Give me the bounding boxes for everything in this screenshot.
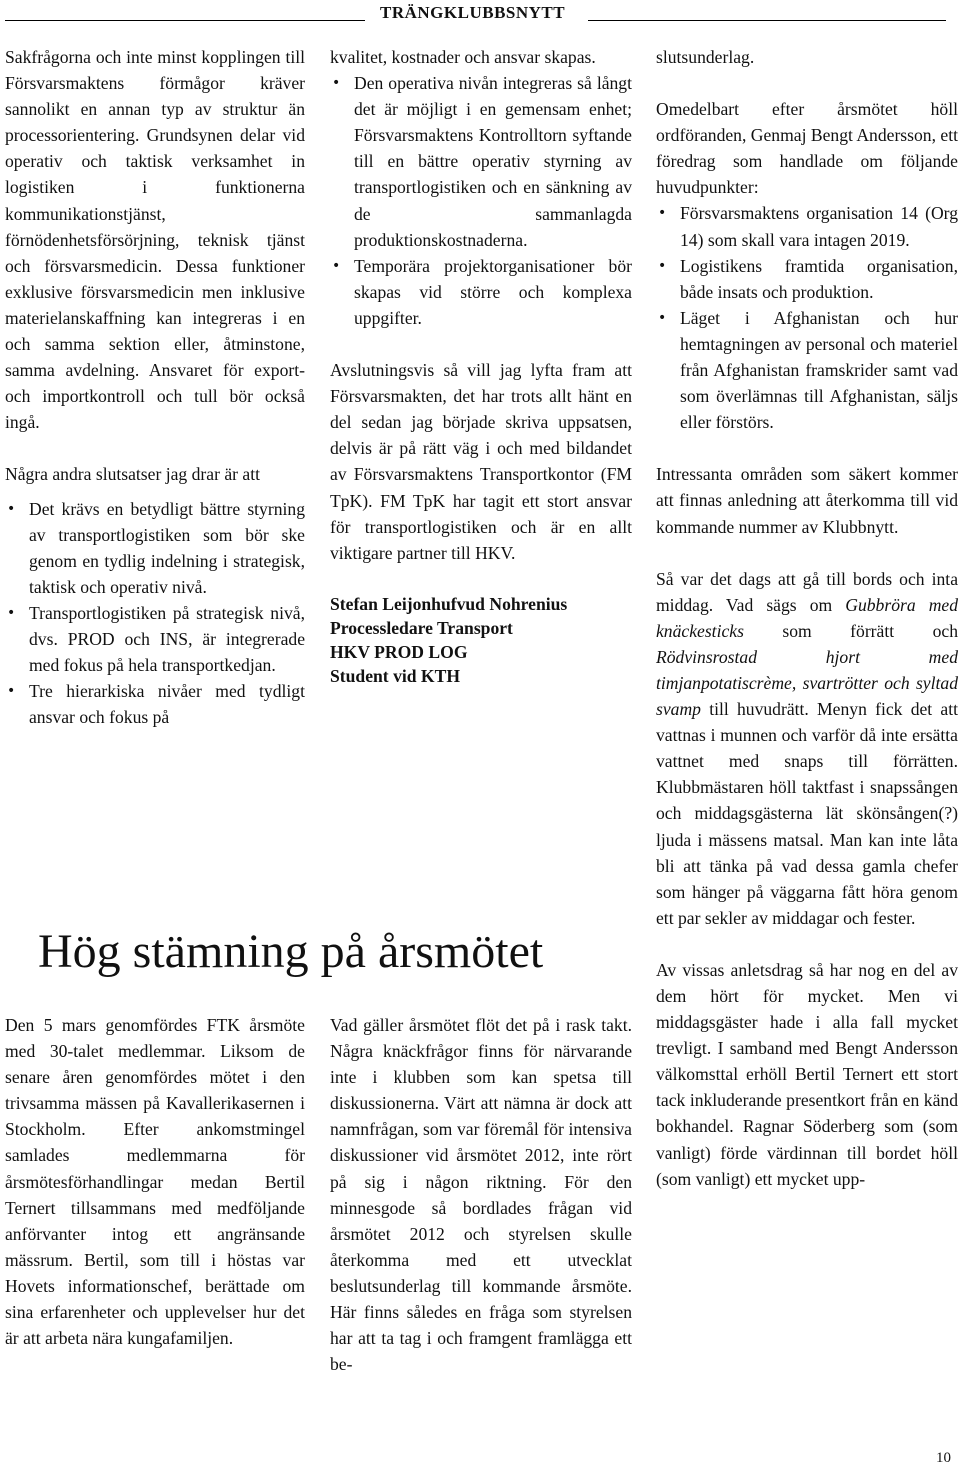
list-item: • Tre hierarkiska nivåer med tydligt ansvar och fokus på — [5, 678, 305, 730]
list-item: • Läget i Afghanistan och hur hemtagningen av personal och materiel från Afghanistan framskrider samt vad som överlämnas till Afghanistan, säljs eller förstörs. — [656, 305, 958, 435]
page-header — [0, 0, 960, 30]
author-signature — [330, 592, 632, 688]
paragraph: slutsunderlag. — [656, 47, 755, 67]
page-number: 10 — [936, 1450, 951, 1466]
paragraph — [656, 566, 958, 931]
paragraph: Den 5 mars genomfördes FTK årsmöte med 30-talet medlemmar. Liksom de senare åren genomfördes mötet i den trivsamma mässen på Kavallerikasernen i Stockholm. Efter ankomstmingel samlades medlemmarna för årsmötesförhandlingar medan Bertil Ternert tillsammans med medföljande anförvanter intog ett angränsande mässrum. Bertil, som till i höstas var Hovets informationschef, berättade om sina erfarenheter och upplevelser hur det är att arbeta nära kungafamiljen. — [5, 1015, 305, 1349]
paragraph: Intressanta områden som säkert kommer att finnas anledning att återkomma till vid kommande nummer av Klubbnytt. — [656, 464, 958, 537]
bullet-list — [330, 70, 632, 331]
list-item: • Försvarsmaktens organisation 14 (Org 14) som skall vara intagen 2019. — [656, 200, 958, 252]
list-item: • Logistikens framtida organisation, både insats och produktion. — [656, 253, 958, 305]
text-run: Så var det dags att gå till bords och inta middag. Vad sägs om — [656, 568, 958, 615]
bullet-list — [656, 200, 958, 435]
list-item: • Den operativa nivån integreras så långt det är möjligt i en gemensam enhet; Försvarsmaktens Kontrolltorn syftande till en bättre operativ styrning av transportlogistiken och en sänkning av de sammanlagda produktionskostnaderna. — [330, 70, 632, 253]
paragraph: Vad gäller årsmötet flöt det på i rask takt. Några knäckfrågor finns för närvarande inte i klubben som kan spetsa till diskussionerna. Värt att nämna är dock att namnfrågan, som var föremål för intensiva diskussioner vid årsmötet 2012, inte rört på sig i någon riktning. För den minnesgode så bordlades frågan vid årsmötet 2012 och styrelsen skulle återkomma med ett utvecklat beslutsunderlag till kommande årsmöte. Här finns således en fråga som styrelsen har att ta tag i och framgent framlägga ett be- — [330, 1015, 632, 1375]
paragraph: kvalitet, kostnader och ansvar skapas. — [330, 47, 596, 67]
author-name: Stefan Leijonhufvud Nohrenius — [330, 593, 568, 614]
paragraph: Några andra slutsatser jag drar är att — [5, 464, 260, 485]
column-1 — [5, 44, 305, 756]
author-student: Student vid KTH — [330, 665, 461, 686]
article-column-1 — [5, 1012, 305, 1351]
newsletter-title: TRÄNGKLUBBSNYTT — [380, 3, 566, 22]
author-role: Processledare Transport — [330, 617, 513, 638]
article-column-2 — [330, 1012, 632, 1377]
paragraph: Avslutningsvis så vill jag lyfta fram att Försvarsmakten, det har trots allt hänt en del sedan jag började skriva uppsatsen, delvis är på rätt väg i och med bildandet av Försvarsmaktens Transportkontor (FM TpK). FM TpK har tagit ett stort ansvar för transportlogistiken och är en allt viktigare partner till HKV. — [330, 360, 632, 563]
list-item: • Det krävs en betydligt bättre styrning av transportlogistiken som bör ske genom en tydlig indelning i strategisk, taktisk och operativ nivå. — [5, 496, 305, 600]
paragraph: Omedelbart efter årsmötet höll ordföranden, Genmaj Bengt Andersson, ett föredrag som handlade om följande huvudpunkter: — [656, 99, 958, 198]
text-run: till huvudrätt. Menyn fick det att vattnas i munnen och varför då inte ersätta vattnet med snaps till förrätten. Klubbmästaren höll taktfast i snapssången och middagsgästerna lät skönsången(?) ljuda i mässens matsal. Man kan inte låta bli att tänka på vad dessa gamla chefer som hänger på väggarna fått höra genom ett par sekler av middagar och fester. — [656, 699, 958, 928]
dish-name: Gubbröra med knäckesticks — [656, 594, 959, 641]
article-headline: Hög stämning på årsmötet — [38, 925, 544, 978]
column-2 — [330, 44, 632, 688]
column-3 — [656, 44, 958, 1192]
list-item: • Transportlogistiken på strategisk nivå, dvs. PROD och INS, är integrerade med fokus på hela transportkedjan. — [5, 600, 305, 678]
header-rule-right — [588, 20, 946, 21]
header-rule-left — [5, 20, 365, 21]
bullet-list — [5, 496, 305, 731]
paragraph: Av vissas anletsdrag så har nog en del av dem hört för mycket. Men vi middagsgäster hade i alla fall mycket trevligt. I samband med Bengt Andersson välkomsttal erhöll Bertil Ternert ett stort tack inkluderande presentkort från en känd bokhandel. Ragnar Söderberg som (som vanligt) förde värdinnan till bordet höll (som vanligt) ett mycket upp- — [656, 959, 958, 1189]
author-unit: HKV PROD LOG — [330, 641, 468, 662]
paragraph: Sakfrågorna och inte minst kopplingen till Försvarsmaktens förmågor kräver sannolikt en annan typ av struktur än processorientering. Grundsynen delar vid operativ och taktisk verksamhet in logistiken i funktionerna kommunikationstjänst, förnödenhetsförsörjning, teknisk tjänst och försvarsmedicin. Dessa funktioner exklusive försvarsmedicin men inklusive materielanskaffning kan integreras i en och samma sektion eller, åtminstone, samma avdelning. Ansvaret för export- och importkontroll och tull bör också ingå. — [5, 47, 305, 433]
text-run: som förrätt och — [743, 620, 958, 641]
dish-name: Rödvinsrostad hjort med timjanpotatiscrème, svartrötter och syltad svamp — [656, 646, 958, 720]
list-item: • Temporära projektorganisationer bör skapas vid större och komplexa uppgifter. — [330, 253, 632, 331]
